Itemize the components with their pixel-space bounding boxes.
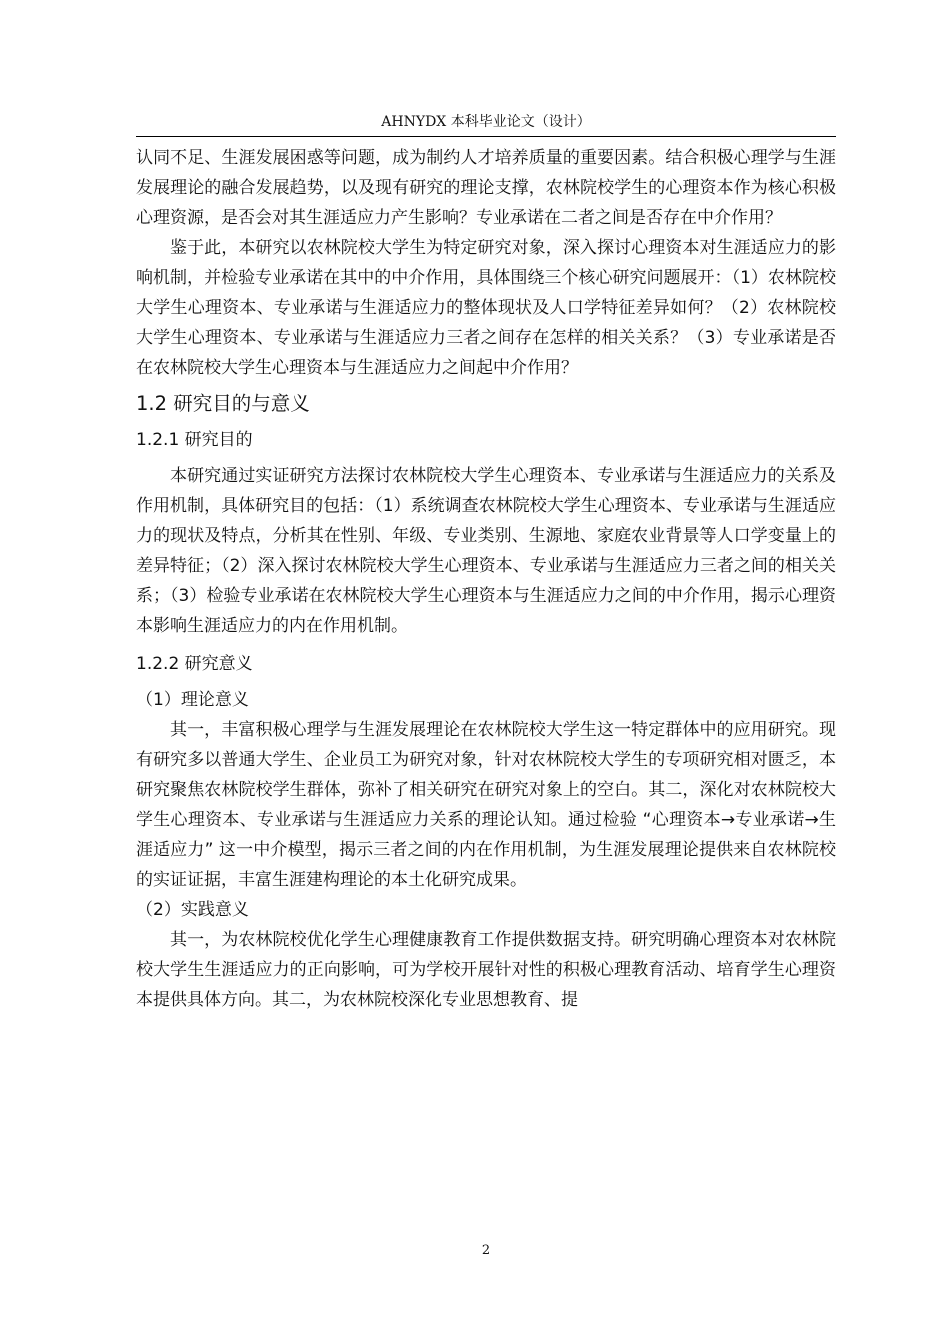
subheading-theoretical-significance: （1）理论意义 (136, 690, 249, 710)
page-number: 2 (481, 1243, 491, 1258)
paragraph-context: 认同不足、生涯发展困惑等问题，成为制约人才培养质量的重要因素。结合积极心理学与生涯发展理论的融合发展趋势，以及现有研究的理论支撑，农林院校学生的心理资本作为核心积极心理资源，是否会对其生涯适应力产生影响？专业承诺在二者之间是否存在中介作用？ (136, 148, 836, 228)
paragraph-research-questions: 鉴于此，本研究以农林院校大学生为特定研究对象，深入探讨心理资本对生涯适应力的影响机制，并检验专业承诺在其中的中介作用，具体围绕三个核心研究问题展开：（1）农林院校大学生心理资本、专业承诺与生涯适应力的整体现状及人口学特征差异如何？（2）农林院校大学生心理资本、专业承诺与生涯适应力三者之间存在怎样的相关关系？（3）专业承诺是否在农林院校大学生心理资本与生涯适应力之间起中介作用？ (136, 238, 836, 378)
header-rule (136, 136, 836, 137)
subheading-practical-significance: （2）实践意义 (136, 900, 249, 920)
section-heading-1-2-1: 1.2.1 研究目的 (136, 430, 253, 450)
section-heading-1-2-2: 1.2.2 研究意义 (136, 654, 253, 674)
section-heading-1-2: 1.2 研究目的与意义 (136, 392, 310, 415)
paragraph-theoretical-significance: 其一，丰富积极心理学与生涯发展理论在农林院校大学生这一特定群体中的应用研究。现有研究多以普通大学生、企业员工为研究对象，针对农林院校大学生的专项研究相对匮乏，本研究聚焦农林院校学生群体，弥补了相关研究在研究对象上的空白。其二，深化对农林院校大学生心理资本、专业承诺与生涯适应力关系的理论认知。通过检验 “心理资本→专业承诺→生涯适应力” 这一中介模型，揭示三者之间的内在作用机制，为生涯发展理论提供来自农林院校的实证证据，丰富生涯建构理论的本土化研究成果。 (136, 720, 836, 890)
running-header: AHNYDX 本科毕业论文（设计） (381, 114, 591, 130)
paragraph-practical-significance: 其一，为农林院校优化学生心理健康教育工作提供数据支持。研究明确心理资本对农林院校大学生生涯适应力的正向影响，可为学校开展针对性的积极心理教育活动、培育学生心理资本提供具体方向。其二，为农林院校深化专业思想教育、提 (136, 930, 836, 1010)
paragraph-research-purpose: 本研究通过实证研究方法探讨农林院校大学生心理资本、专业承诺与生涯适应力的关系及作用机制，具体研究目的包括：（1）系统调查农林院校大学生心理资本、专业承诺与生涯适应力的现状及特点，分析其在性别、年级、专业类别、生源地、家庭农业背景等人口学变量上的差异特征；（2）深入探讨农林院校大学生心理资本、专业承诺与生涯适应力三者之间的相关关系；（3）检验专业承诺在农林院校大学生心理资本与生涯适应力之间的中介作用，揭示心理资本影响生涯适应力的内在作用机制。 (136, 466, 836, 636)
document-body (136, 143, 836, 1015)
